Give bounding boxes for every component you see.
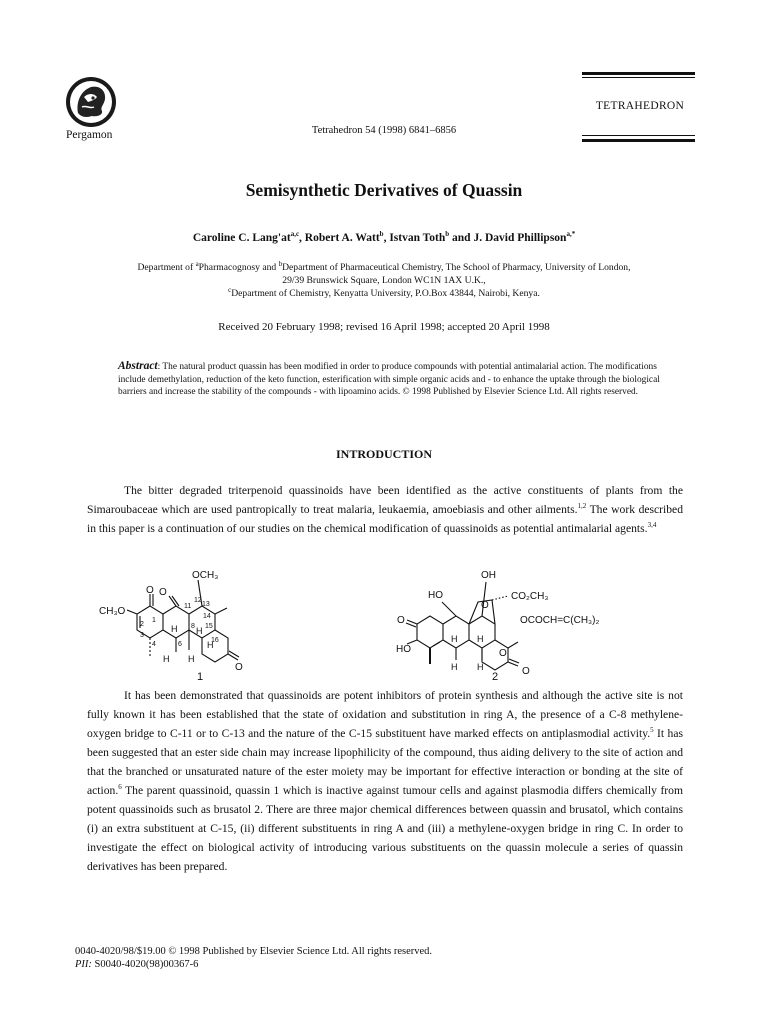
s2-ho-bottom: HO	[396, 644, 411, 655]
structure-1-number: 1	[197, 671, 204, 683]
svg-text:14: 14	[203, 613, 211, 620]
svg-text:4: 4	[152, 641, 156, 648]
intro-paragraph-2: It has been demonstrated that quassinoids are potent inhibitors of protein synthesis and although the active site is not fully known it has been established that the state of oxidation and substitution in ring A, the presence of a C-8 methylene-oxygen bridge to C-11 or to C-13 and the nature of the C-15 substituent have marked effects on antiplasmodial activity.$^5$ It has been suggested that an ester side chain may increase lipophilicity of the compound, thus aiding delivery to the site of action and that the branched or unsaturated nature of the ester moiety may be important for effective interaction or bonding at the site of action.$^6$ The parent quassinoid, quassin 1 which is inactive against tumour cells and against plasmodia differs chemically from potent quassinoids such as brusatol 2. There are three major chemical differences between quassin and brusatol, which contains (i) an extra substituent at C-15, (ii) different substituents in ring A and (iii) a methylene-oxygen bridge in ring C. In order to investigate the effect on biological activity of introducing various substituents on the quassin molecule a series of quassin derivatives has been prepared.	[87, 689, 683, 873]
journal-rule-bottom	[582, 139, 695, 142]
author-1: Caroline C. Lang'at	[192, 232, 291, 244]
article-title: Semisynthetic Derivatives of Quassin	[245, 180, 523, 200]
s2-oh-top: OH	[481, 570, 496, 581]
journal-rule-top-thin	[582, 77, 695, 78]
pergamon-logo	[64, 75, 118, 129]
s2-o-ring: O	[499, 648, 507, 659]
s2-o-bridge: O	[481, 600, 489, 611]
svg-text:H: H	[451, 662, 458, 672]
section-heading-introduction: INTRODUCTION	[335, 447, 432, 461]
received-dates: Received 20 February 1998; revised 16 April 1998; accepted 20 April 1998	[218, 321, 550, 333]
s1-o-keto-1: O	[159, 587, 167, 598]
svg-text:H: H	[163, 654, 170, 664]
s1-o-lactone: O	[235, 662, 243, 673]
svg-text:3: 3	[140, 632, 144, 639]
s1-o-keto-2: O	[146, 585, 154, 596]
abstract	[118, 360, 678, 399]
abstract-label: Abstract	[118, 360, 158, 372]
author-3: , Istvan Toth	[383, 232, 446, 244]
intro-paragraph-1: The bitter degraded triterpenoid quassinoids have been identified as the active constituents of plants from the Simaroubaceae which are used pantropically to treat malaria, leukaemia, amoebiasis and other ailments.$^{1,2}$ The work described in this paper is a continuation of our studies on the chemical modification of quassinoids as potential antimalarial agents.$^{3,4}$	[87, 484, 683, 535]
abstract-text: : The natural product quassin has been modified in order to produce compounds with potential antimalarial action. The modifications include demethylation, reduction of the keto function, esterification with simple organic acids and - to enhance the uptake through the biological barriers and increase the stability of the compounds - with lipoamino acids. © 1998 Published by Elsevier Science Ltd. All rights reserved.	[118, 362, 660, 397]
s2-o-lactone: O	[522, 666, 530, 677]
svg-text:H: H	[196, 626, 203, 636]
affiliation-line-1: Department of $^a$Pharmacognosy and $^b$Department of Pharmaceutical Chemistry, The School of Pharmacy, University of London,	[137, 259, 631, 273]
author-list: Caroline C. Lang'at$^{a,c}$, Robert A. Watt$^b$, Istvan Toth$^b$ and J. David Phillipson$^{a,*}$	[192, 230, 576, 244]
s2-ester: OCOCH=C(CH₃)₂	[520, 615, 600, 626]
svg-text:13: 13	[202, 601, 210, 608]
publisher-name: Pergamon	[66, 129, 113, 141]
svg-text:12: 12	[194, 597, 202, 604]
footer-pii: PII: S0040-4020(98)00367-6	[75, 959, 199, 970]
affiliation-line-2: 29/39 Brunswick Square, London WC1N 1AX U.K.,	[282, 275, 486, 286]
svg-text:1: 1	[152, 617, 156, 624]
journal-name: TETRAHEDRON	[595, 100, 685, 112]
journal-rule-top	[582, 72, 695, 75]
svg-text:H: H	[477, 662, 484, 672]
journal-citation: Tetrahedron 54 (1998) 6841–6856	[311, 125, 457, 136]
svg-text:6: 6	[178, 641, 182, 648]
svg-text:H: H	[207, 640, 214, 650]
s1-ch3o: CH₃O	[99, 606, 126, 617]
svg-text:H: H	[451, 634, 458, 644]
s2-o-keto: O	[397, 615, 405, 626]
structure-2-brusatol	[392, 566, 632, 684]
svg-text:H: H	[188, 654, 195, 664]
author-4: and J. David Phillipson	[449, 232, 567, 244]
svg-text:2: 2	[140, 621, 144, 628]
affiliation-line-3: $^c$Department of Chemistry, Kenyatta University, P.O.Box 43844, Nairobi, Kenya.	[228, 285, 540, 299]
svg-text:8: 8	[191, 623, 195, 630]
author-2: , Robert A. Watt	[299, 232, 380, 244]
s2-co2ch3: CO₂CH₃	[511, 591, 549, 602]
journal-rule-bottom-thin	[582, 135, 695, 136]
footer-copyright: 0040-4020/98/$19.00 © 1998 Published by Elsevier Science Ltd. All rights reserved.	[75, 946, 433, 957]
svg-text:H: H	[171, 624, 178, 634]
svg-text:16: 16	[211, 637, 219, 644]
svg-text:H: H	[477, 634, 484, 644]
copyright-footer	[75, 945, 432, 971]
s1-och3-top: OCH₃	[192, 570, 219, 581]
svg-text:15: 15	[205, 623, 213, 630]
structure-2-number: 2	[492, 671, 499, 683]
svg-text:11: 11	[184, 603, 192, 610]
s2-ho-left: HO	[428, 590, 443, 601]
structure-1-quassin	[95, 566, 275, 684]
